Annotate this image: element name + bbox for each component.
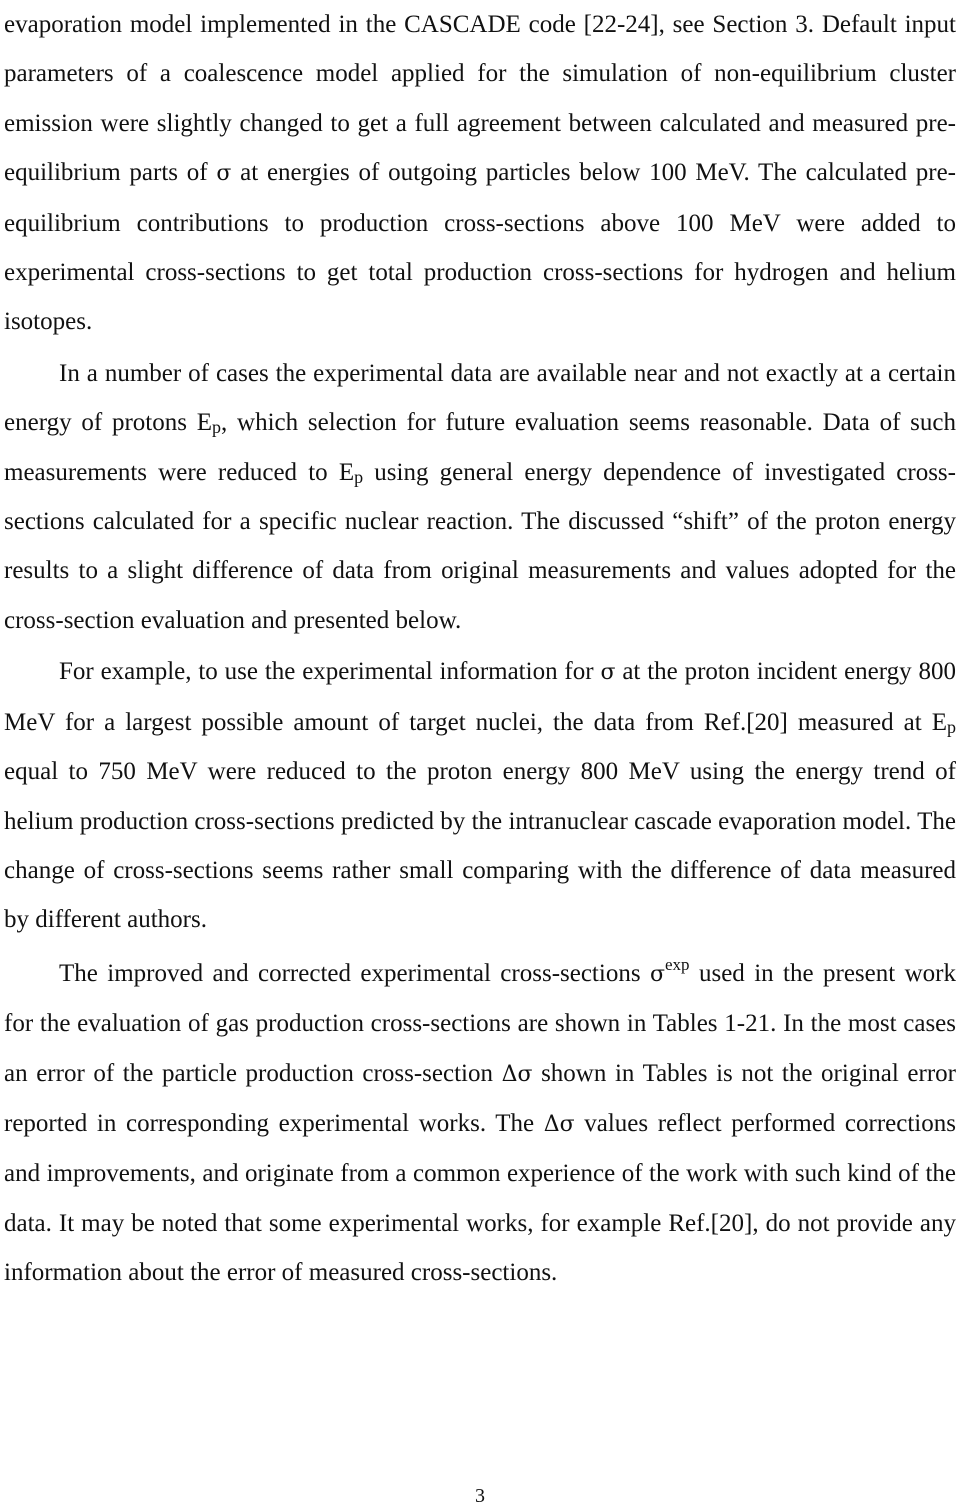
text-run: values reflect performed corrections and improvements, and originate from a common experience of the work with such kind of the data. It may be noted that some experimental works, for example Ref.[20], do not provide any information about the error of measured cross-sections. [4, 1109, 956, 1287]
superscript: exp [665, 954, 690, 974]
text-run: In a number of cases the experimental data are available near and not exactly at a certain energy of protons E [4, 359, 956, 437]
greek-symbol: Δσ [543, 1111, 575, 1137]
text-run: at the proton incident energy 800 MeV for a largest possible amount of target nuclei, the data from Ref.[20] measured at E [4, 658, 957, 736]
subscript: p [212, 417, 221, 438]
page-number: 3 [475, 1485, 485, 1507]
greek-symbol: σ [649, 961, 665, 987]
text-run: For example, to use the experimental information for [59, 658, 601, 686]
text-run: using general energy dependence of investigated cross-sections calculated for a specific nuclear reaction. The discussed “shift” of the proton energy results to a slight difference of data from original measurements and values adopted for the cross-section evaluation and presented below. [4, 458, 956, 634]
document-body [4, 0, 956, 1298]
paragraph-2 [4, 349, 956, 645]
greek-symbol: Δσ [501, 1061, 533, 1087]
paragraph-4 [4, 949, 956, 1298]
paragraph-1 [4, 0, 956, 347]
text-run: shown in Tables is not the original error reported in corresponding experimental works. The [4, 1059, 956, 1137]
greek-symbol: σ [216, 161, 232, 187]
text-run: evaporation model implemented in the CASCADE code [22-24], see Section 3. Default input parameters of a coalescence model applied for the simulation of non-equilibrium cluster emission were slightly changed to get a full agreement between calculated and measured pre-equilibrium parts of [4, 11, 956, 187]
paragraph-3 [4, 647, 956, 944]
text-run: The improved and corrected experimental cross-sections [59, 959, 650, 987]
text-run: at energies of outgoing particles below 100 MeV. The calculated pre-equilibrium contributions to production cross-sections above 100 MeV were added to experimental cross-sections to get total production cross-sections for hydrogen and helium isotopes. [4, 159, 956, 336]
text-run: equal to 750 MeV were reduced to the proton energy 800 MeV using the energy trend of helium production cross-sections predicted by the intranuclear cascade evaporation model. The change of cross-sections seems rather small comparing with the difference of data measured by different authors. [4, 758, 956, 934]
text-run: used in the present work for the evaluation of gas production cross-sections are shown in Tables 1-21. In the most cases an error of the particle production cross-section [4, 959, 956, 1087]
greek-symbol: σ [600, 660, 616, 686]
text-run: , which selection for future evaluation seems reasonable. Data of such measurements were reduced to E [4, 409, 956, 486]
subscript: p [947, 716, 956, 737]
subscript: p [354, 466, 364, 487]
